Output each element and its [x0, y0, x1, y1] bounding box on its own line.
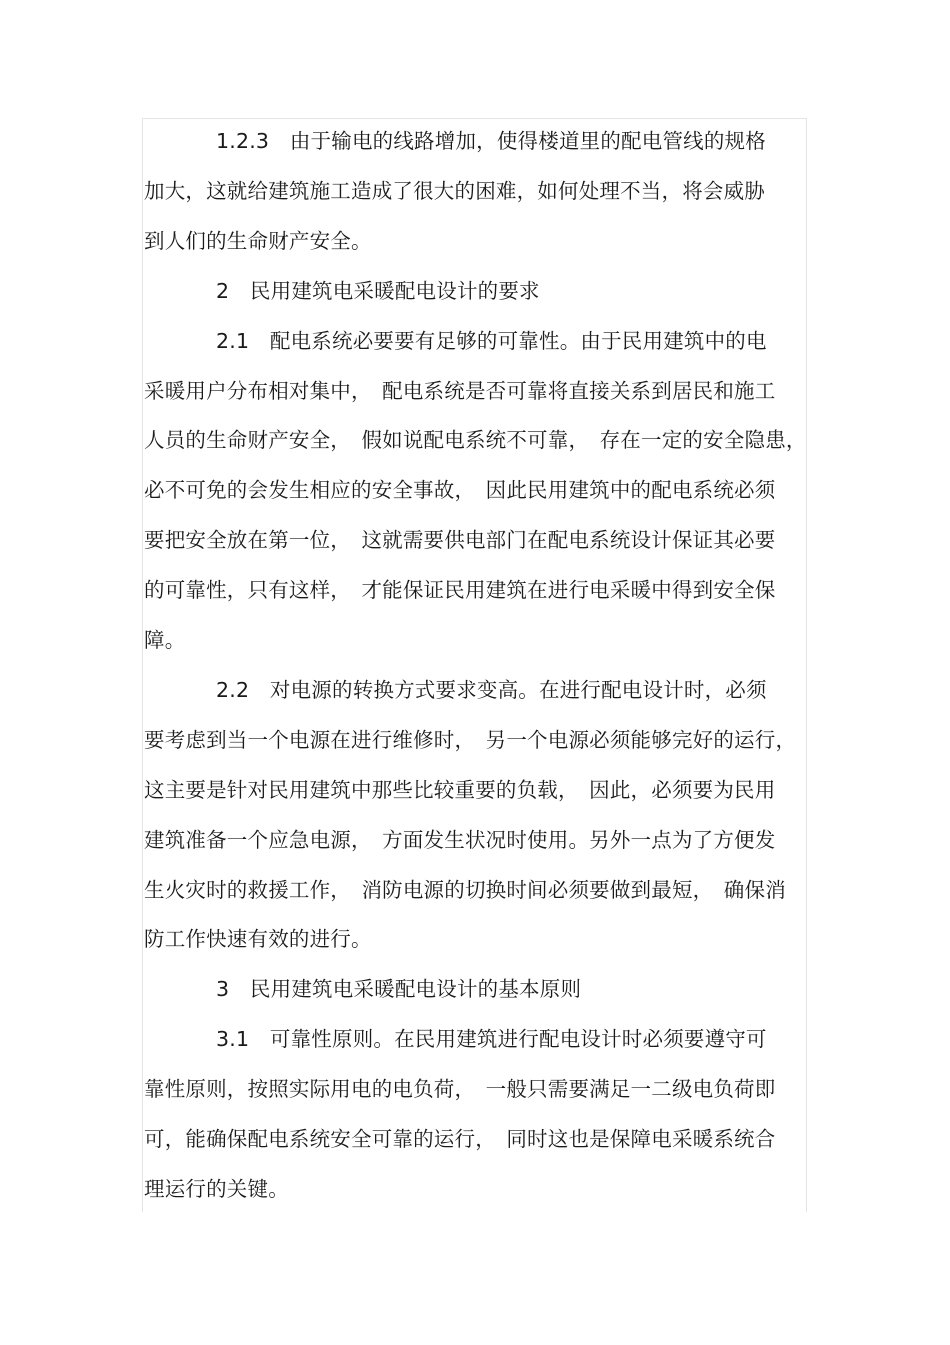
paragraph-first-line: 1.2.3 由于输电的线路增加，使得楼道里的配电管线的规格 [216, 129, 766, 153]
paragraph-line: 可，能确保配电系统安全可靠的运行， 同时这也是保障电采暖系统合 [144, 1127, 776, 1151]
paragraph-first-line: 2 民用建筑电采暖配电设计的要求 [216, 278, 540, 303]
paragraph-line: 要把安全放在第一位， 这就需要供电部门在配电系统设计保证其必要 [144, 528, 776, 553]
paragraph-first-line: 2.2 对电源的转换方式要求变高。在进行配电设计时，必须 [216, 677, 767, 702]
paragraph-first-line: 2.1 配电系统必要要有足够的可靠性。由于民用建筑中的电 [216, 328, 767, 353]
paragraph-line: 采暖用户分布相对集中， 配电系统是否可靠将直接关系到居民和施工 [144, 378, 776, 403]
paragraph-line: 理运行的关键。 [144, 1176, 289, 1201]
paragraph-line: 防工作快速有效的进行。 [144, 927, 372, 952]
paragraph-line: 必不可免的会发生相应的安全事故， 因此民用建筑中的配电系统必须 [144, 478, 776, 503]
paragraph-first-line: 3.1 可靠性原则。在民用建筑进行配电设计时必须要遵守可 [216, 1027, 767, 1052]
paragraph-line: 这主要是针对民用建筑中那些比较重要的负载， 因此，必须要为民用 [144, 777, 776, 802]
paragraph-first-line: 3 民用建筑电采暖配电设计的基本原则 [216, 977, 582, 1002]
paragraph-line: 到人们的生命财产安全。 [144, 228, 372, 253]
paragraph-line: 人员的生命财产安全， 假如说配电系统不可靠， 存在一定的安全隐患， [144, 428, 807, 453]
paragraph-line: 加大，这就给建筑施工造成了很大的困难，如何处理不当，将会威胁 [144, 178, 765, 203]
paragraph-line: 的可靠性，只有这样， 才能保证民用建筑在进行电采暖中得到安全保 [144, 578, 776, 603]
paragraph-line: 建筑准备一个应急电源， 方面发生状况时使用。另外一点为了方便发 [144, 827, 776, 852]
paragraph-line: 要考虑到当一个电源在进行维修时， 另一个电源必须能够完好的运行， [144, 727, 797, 752]
paragraph-line: 障。 [144, 628, 186, 652]
paragraph-line: 生火灾时的救援工作， 消防电源的切换时间必须要做到最短， 确保消 [144, 877, 786, 902]
paragraph-line: 靠性原则，按照实际用电的电负荷， 一般只需要满足一二级电负荷即 [144, 1077, 776, 1102]
